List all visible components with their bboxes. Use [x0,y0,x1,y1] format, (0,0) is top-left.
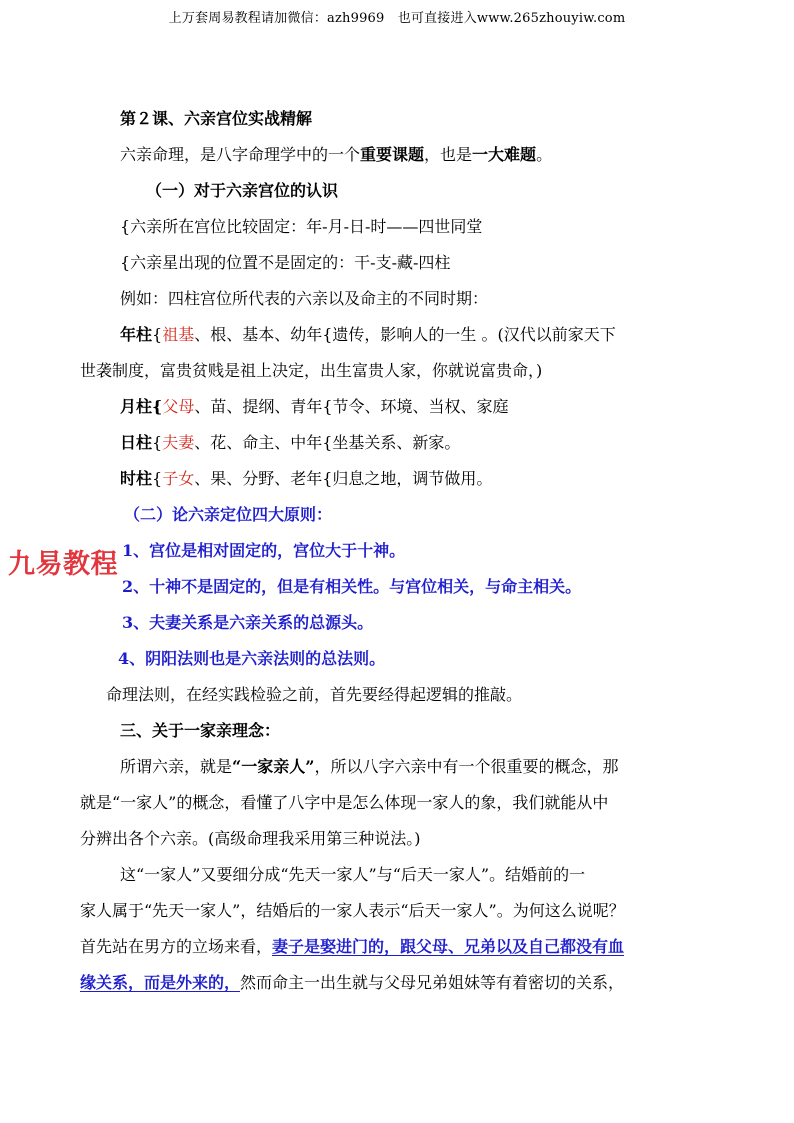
example-line: 例如：四柱宫位所代表的六亲以及命主的不同时期： [120,289,489,308]
para2-line1: 这“一家人”又要细分成“先天一家人”与“后天一家人”。结婚前的一 [120,865,586,884]
intro-text-c: ，也是 [424,145,473,164]
day-pillar-relative: 夫妻 [162,433,195,452]
para1-line3: 分辨出各个六亲。(高级命理我采用第三种说法。) [80,829,421,848]
year-pillar-brace: { [152,325,163,344]
principle-3: 3、夫妻关系是六亲关系的总源头。 [122,613,374,632]
para2-line4 [80,973,720,993]
logic-line: 命理法则，在经实践检验之前，首先要经得起逻辑的推敲。 [106,685,523,704]
para2-line2: 家人属于“先天一家人”，结婚后的一家人表示“后天一家人”。为何这么说呢？ [80,901,625,920]
para1-text-a: 所谓六亲，就是 [120,757,233,776]
hour-pillar-label: 时柱 [120,469,153,488]
year-pillar-line [120,325,760,345]
month-pillar-label: 月柱 [120,397,153,416]
month-pillar-rest: 、苗、提纲、青年{节令、环境、当权、家庭 [194,397,509,416]
intro-text-e: 。 [536,145,553,164]
principle-4: 4、阴阳法则也是六亲法则的总法则。 [118,649,386,668]
principle-2: 2、十神不是固定的，但是有相关性。与宫位相关，与命主相关。 [122,577,582,596]
month-pillar-relative: 父母 [162,397,195,416]
month-pillar-line [120,397,760,417]
para1-line2: 就是“一家人”的概念，看懂了八字中是怎么体现一家人的象，我们就能从中 [80,793,609,812]
intro-text-a: 六亲命理，是八字命理学中的一个 [120,145,361,164]
day-pillar-line [120,433,760,453]
watermark-logo: 九易教程 [8,549,118,580]
para1-line1 [120,757,760,777]
para2-highlight-2: 缘关系，而是外来的， [80,973,241,992]
para2-text-4b: 然而命主一出生就与父母兄弟姐妹等有着密切的关系， [240,973,625,992]
fixed-palace-line: {六亲所在宫位比较固定：年-月-日-时——四世同堂 [120,217,483,236]
lesson-title: 第２课、六亲宫位实战精解 [120,109,313,128]
para2-text-3a: 首先站在男方的立场来看， [80,937,273,956]
day-pillar-rest: 、花、命主、中年{坐基关系、新家。 [194,433,461,452]
intro-emphasis-1: 重要课题 [360,145,425,164]
page-header: 上万套周易教程请加微信：azh9969 也可直接进入www.265zhouyiw.com [168,11,626,26]
unfixed-star-line: {六亲星出现的位置不是固定的：干-支-藏-四柱 [120,253,451,272]
month-pillar-brace: { [152,397,163,416]
hour-pillar-rest: 、果、分野、老年{归息之地，调节做用。 [194,469,493,488]
intro-paragraph [120,145,760,165]
year-pillar-relative: 祖基 [162,325,195,344]
section1-heading: （一）对于六亲宫位的认识 [146,181,339,200]
principle-1: 1、宫位是相对固定的，宫位大于十神。 [122,541,406,560]
hour-pillar-relative: 子女 [162,469,195,488]
year-pillar-continuation: 世袭制度，富贵贫贱是祖上决定，出生富贵人家，你就说富贵命，) [80,361,543,380]
day-pillar-brace: { [152,433,163,452]
year-pillar-rest: 、根、基本、幼年{遗传，影响人的一生 。(汉代以前家天下 [194,325,616,344]
section3-heading: 三、关于一家亲理念： [120,721,281,740]
hour-pillar-line [120,469,760,489]
para2-line3 [80,937,720,957]
para2-highlight-1: 妻子是娶进门的，跟父母、兄弟以及自己都没有血 [272,937,625,956]
para1-emphasis: “一家亲人” [232,757,315,776]
hour-pillar-brace: { [152,469,163,488]
section2-heading: （二）论六亲定位四大原则： [124,505,333,524]
para1-text-c: ，所以八字六亲中有一个很重要的概念，那 [314,757,619,776]
day-pillar-label: 日柱 [120,433,153,452]
year-pillar-label: 年柱 [120,325,153,344]
intro-emphasis-2: 一大难题 [472,145,537,164]
